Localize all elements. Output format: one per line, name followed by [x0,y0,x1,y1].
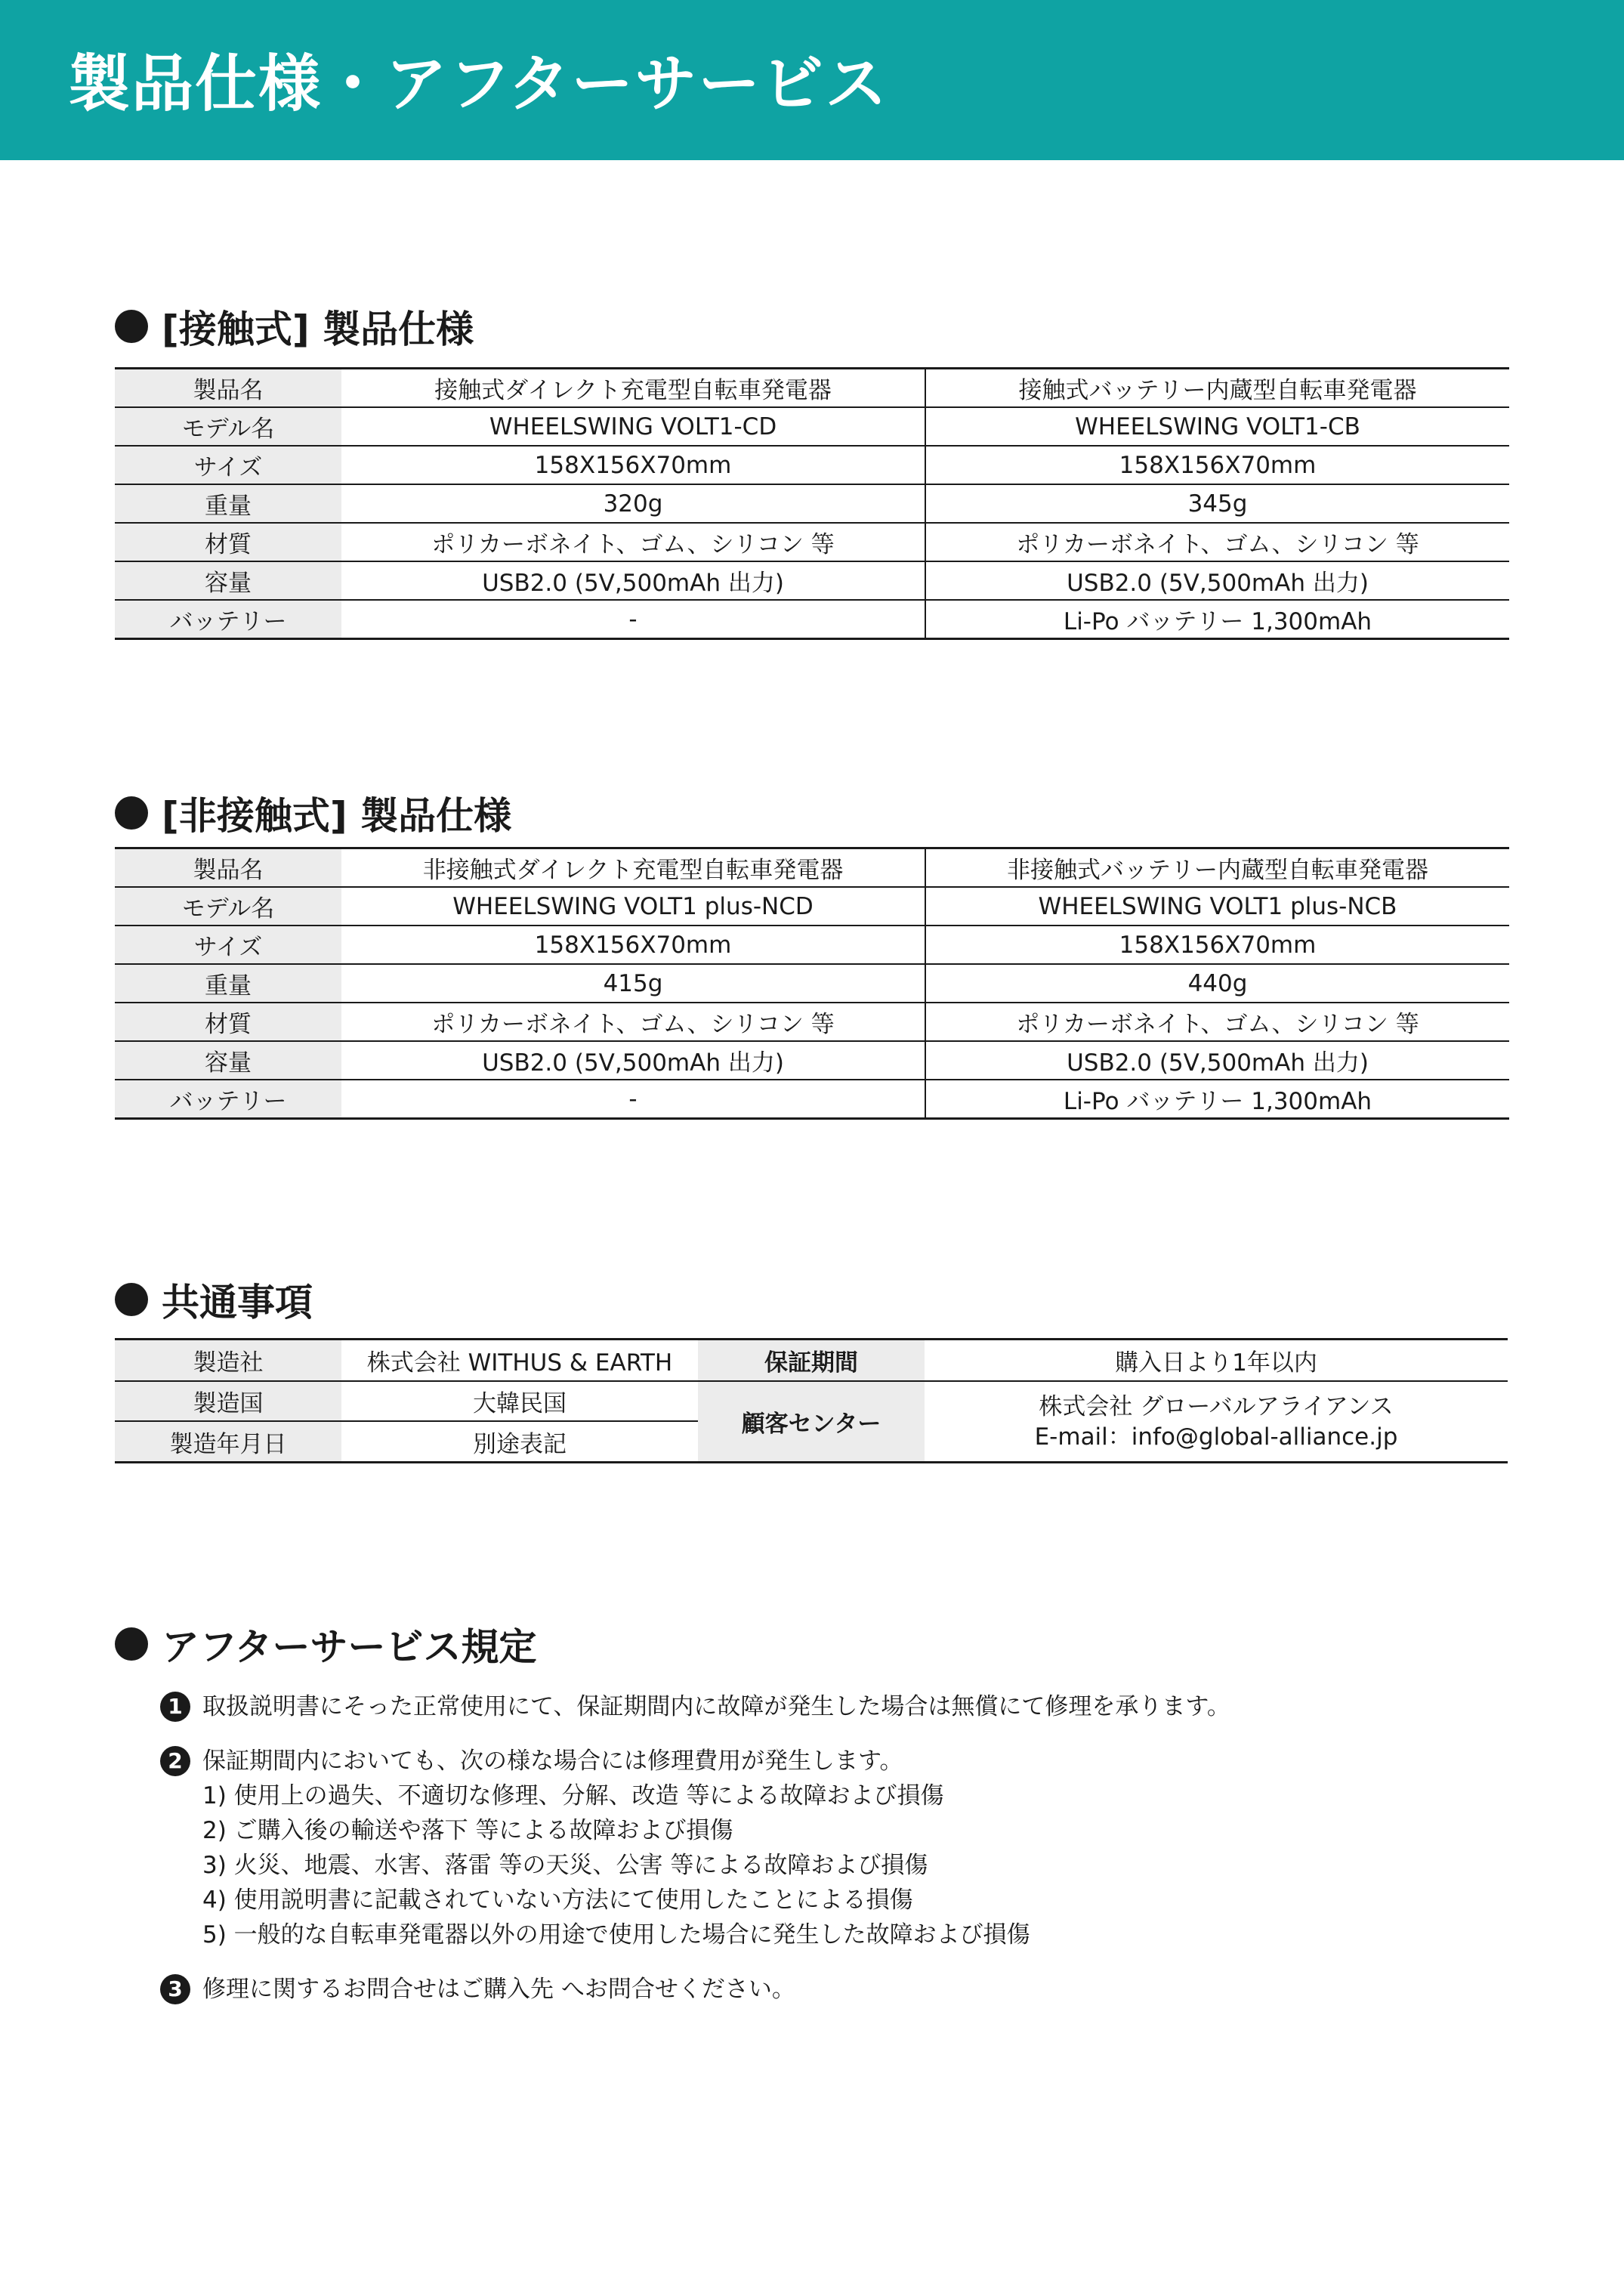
cell-battery: 158X156X70mm [925,926,1509,964]
cell-battery: 接触式バッテリー内蔵型自転車発電器 [925,369,1509,408]
support-email: E-mail：info@global-alliance.jp [1034,1423,1398,1451]
list-item: 1) 使用上の過失、不適切な修理、分解、改造 等による故障および損傷 [202,1782,944,1809]
row-label: 重量 [115,484,341,523]
section-title-text: [接触式] 製品仕様 [162,307,474,351]
table-row [115,600,1509,639]
rule-item [160,1689,1230,1724]
date-value: 別途表記 [341,1420,698,1461]
table-row [115,407,1509,446]
cell-battery: 158X156X70mm [925,446,1509,484]
row-label: サイズ [115,926,341,964]
section-title-text: アフターサービス規定 [162,1625,537,1669]
cell-direct: 158X156X70mm [341,926,925,964]
cell-direct: 415g [341,964,925,1003]
support-label: 顧客センター [698,1380,925,1461]
table-row [115,446,1509,484]
cell-battery: USB2.0 (5V,500mAh 出力) [925,561,1509,600]
cell-battery: WHEELSWING VOLT1 plus-NCB [925,887,1509,926]
rule-text: 保証期間内においても、次の様な場合には修理費用が発生します。 [202,1748,903,1775]
bullet-icon [115,1627,148,1661]
number-badge-icon: 1 [160,1692,190,1722]
table-row [115,1003,1509,1041]
section-title-after-service [115,1617,537,1671]
contact-spec-table [115,367,1509,640]
rule-text: 修理に関するお問合せはご購入先 へお問合せください。 [202,1976,795,2003]
section-title-text: 共通事項 [162,1281,313,1324]
bullet-icon [115,310,148,343]
cell-direct: 158X156X70mm [341,446,925,484]
row-label: バッテリー [115,600,341,639]
cell-direct: USB2.0 (5V,500mAh 出力) [341,561,925,600]
row-label: 容量 [115,561,341,600]
rule-text: 取扱説明書にそった正常使用にて、保証期間内に故障が発生した場合は無償にて修理を承ります。 [202,1693,1230,1720]
cell-battery: WHEELSWING VOLT1-CB [925,407,1509,446]
cell-battery: 非接触式バッテリー内蔵型自転車発電器 [925,848,1509,888]
row-label: 重量 [115,964,341,1003]
list-item: 3) 火災、地震、水害、落雷 等の天災、公害 等による故障および損傷 [202,1852,928,1879]
page-title: 製品仕様・アフターサービス [68,48,889,120]
section-title-contact-spec [115,299,474,354]
cell-direct: WHEELSWING VOLT1-CD [341,407,925,446]
support-value [925,1380,1508,1461]
table-row [115,1041,1509,1080]
manufacturer-label: 製造社 [115,1340,341,1380]
list-item: 2) ご購入後の輸送や落下 等による故障および損傷 [202,1817,733,1844]
table-row [115,484,1509,523]
noncontact-spec-table [115,847,1509,1120]
table-row [115,848,1509,888]
table-row [115,926,1509,964]
cell-battery: USB2.0 (5V,500mAh 出力) [925,1041,1509,1080]
row-label: 材質 [115,1003,341,1041]
country-value: 大韓民国 [341,1380,698,1420]
row-label: バッテリー [115,1080,341,1119]
cell-battery: Li-Po バッテリー 1,300mAh [925,600,1509,639]
rule-sublist [202,1778,1230,1952]
table-row [115,369,1509,408]
table-row [115,1080,1509,1119]
table-row [115,561,1509,600]
row-label: モデル名 [115,887,341,926]
cell-direct: 320g [341,484,925,523]
section-title-text: [非接触式] 製品仕様 [162,794,512,838]
table-row [115,887,1509,926]
row-label: 容量 [115,1041,341,1080]
row-label: 製品名 [115,369,341,408]
cell-direct: - [341,1080,925,1119]
row-label: サイズ [115,446,341,484]
bullet-icon [115,796,148,830]
cell-direct: 接触式ダイレクト充電型自転車発電器 [341,369,925,408]
bullet-icon [115,1283,148,1316]
row-label: 製品名 [115,848,341,888]
section-title-common [115,1272,313,1327]
row-label: 材質 [115,523,341,561]
table-row [115,964,1509,1003]
list-item: 4) 使用説明書に記載されていない方法にて使用したことによる損傷 [202,1887,913,1914]
date-label: 製造年月日 [115,1420,341,1461]
cell-direct: - [341,600,925,639]
list-item: 5) 一般的な自転車発電器以外の用途で使用した場合に発生した故障および損傷 [202,1921,1030,1948]
number-badge-icon: 3 [160,1974,190,2004]
cell-direct: USB2.0 (5V,500mAh 出力) [341,1041,925,1080]
cell-battery: ポリカーボネイト、ゴム、シリコン 等 [925,1003,1509,1041]
cell-direct: 非接触式ダイレクト充電型自転車発電器 [341,848,925,888]
cell-battery: ポリカーボネイト、ゴム、シリコン 等 [925,523,1509,561]
support-company: 株式会社 グローバルアライアンス [1039,1392,1394,1420]
country-label: 製造国 [115,1380,341,1420]
cell-battery: Li-Po バッテリー 1,300mAh [925,1080,1509,1119]
row-label: モデル名 [115,407,341,446]
cell-battery: 440g [925,964,1509,1003]
common-info-table [115,1338,1508,1463]
page-header [0,0,1624,160]
number-badge-icon: 2 [160,1746,190,1776]
table-row [115,523,1509,561]
cell-direct: ポリカーボネイト、ゴム、シリコン 等 [341,1003,925,1041]
cell-battery: 345g [925,484,1509,523]
cell-direct: ポリカーボネイト、ゴム、シリコン 等 [341,523,925,561]
warranty-label: 保証期間 [698,1340,925,1380]
warranty-value: 購入日より1年以内 [1115,1349,1317,1377]
manufacturer-value: 株式会社 WITHUS & EARTH [366,1349,673,1377]
rule-item [160,1744,1230,1952]
after-service-rules [160,1689,1230,2026]
cell-direct: WHEELSWING VOLT1 plus-NCD [341,887,925,926]
rule-item [160,1972,1230,2007]
section-title-noncontact-spec [115,786,511,840]
